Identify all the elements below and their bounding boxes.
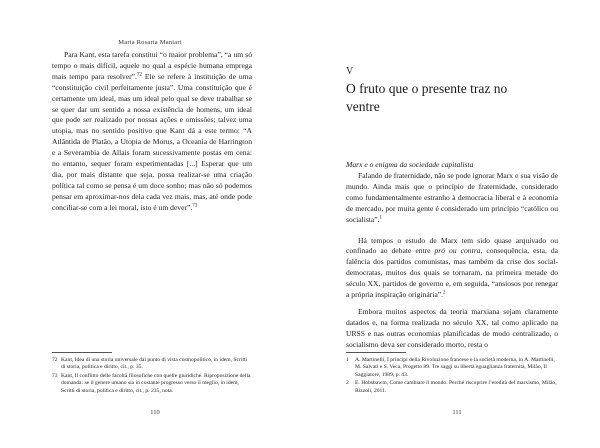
section-heading: Marx e o enigma da sociedade capitalista: [346, 160, 474, 169]
text-run: Há tempos o estudo de Marx tem sido quase arquivado ou confinado ao debate entre: [346, 235, 558, 256]
footnote-rule: [52, 352, 112, 353]
left-body-text: [52, 50, 252, 214]
paragraph: Embora muitos aspectos da teoria marxiana sejam claramente datados e, na forma realizada no século XX, tal como aplicado na URSS e nas outras economias planificadas de modo centralizado, o socialismo deva ser considerado morto, resta o: [346, 306, 558, 349]
footnote-text: Kant, Il conflitto delle facoltà filosofiche con quelle giuridiche. Riproposizione della domanda: se il genere umano sia in costante progresso verso il meglio, in idem, Scritti di storia, politica e diritto, cit., p. 235, nota.: [61, 372, 251, 394]
text-run: , consequência, esta, da falência dos partidos comunistas, mas também da crise dos social-democratas, muitos dos quais se tornaram, na primeira metade do século XX, partidos de governo e, em seguida, “ansiosos por renegar a própria inspiração originária”.: [346, 246, 558, 300]
right-body-text: [346, 171, 558, 351]
footnote-ref: 1: [379, 215, 383, 221]
footnote: [346, 380, 558, 395]
paragraph: [346, 236, 558, 301]
page-number: 110: [150, 409, 160, 416]
footnote-number: 1: [346, 357, 349, 363]
footnote: [52, 357, 252, 372]
footnote-number: 73: [52, 372, 58, 379]
footnote-rule: [346, 352, 406, 353]
footnote-text: A. Martinelli, I principi della Rivoluzione francese e la società moderna, in A. Martinelli, M. Salvati e S. Veca, Progetto 89. Tre saggi su libertà eguaglianza fraternità, Milão, Il Saggiatore, 1989, p. 43.: [355, 357, 555, 378]
footnote-ref: 72: [136, 72, 142, 78]
footnote-text: Kant, Idea di una storia universale dal punto di vista cosmopolitico, in idem, Scritti di storia, politica e diritto, cit., p. 35.: [61, 357, 248, 371]
page-number: 111: [452, 409, 462, 416]
chapter-title: O fruto que o presente traz no ventre: [346, 81, 508, 114]
footnote-number: 2: [346, 380, 349, 387]
chapter-number: V: [346, 66, 355, 77]
text-run: Falando de fraternidade, não se pode ignorar Marx e sua visão de mundo. Ainda mais que o princípio de fraternidade, considerado como fundamentalmente estranho à democracia liberal e à economia de mercado, por muita gente é considerado um princípio “católico ou socialista”.: [346, 171, 558, 224]
footnote-number: 72: [52, 357, 58, 363]
footnote: [52, 373, 252, 395]
text-run: Para Kant, esta tarefa constitui “o maior problema”, “a um só tempo o mais difícil, aquele no qual a espécie humana emprega mais tempo para resolver”.: [52, 50, 252, 81]
right-footnotes: [346, 357, 558, 396]
footnote-text: E. Hobsbawm, Come cambiare il mondo. Perché riscoprire l’eredità del marxismo, Milão, Rizzoli, 2011.: [355, 380, 557, 394]
running-head: Maria Rosaria Maniari: [118, 39, 182, 46]
left-footnotes: [52, 357, 252, 396]
footnote-ref: 73: [192, 203, 198, 209]
text-emphasis: pró ou contra: [434, 246, 481, 256]
paragraph-gap: [346, 226, 558, 236]
paragraph: [346, 171, 558, 226]
footnote-ref: 2: [443, 290, 446, 296]
text-run: Ele se refere à instituição de uma “constituição civil perfeitamente justa”. Uma constituição que é certamente um ideal, mas um ideal pelo qual se deve trabalhar se se quer dar um sentido a nossa existência de homens, um ideal que pode ser realizado por nossas ações e omissões; talvez uma utopia, mas no sentido positivo que Kant dá a este termo: “A Atlântida de Platão, a Utopia de Morus, a Oceania de Harrington e a Severambia de Allais foram sucessivamente postas em cena: no entanto, sequer foram experimentadas [...] Esperar que um dia, por mais distante que seja, possa realizar-se uma criação política tal como se pensa é um doce sonho; mas não só podemos pensar em aproximar-nos dela cada vez mais, mas, até onde pode conciliar-se com a lei moral, isto é um dever”.: [52, 71, 252, 212]
paragraph: [52, 50, 252, 214]
footnote: [346, 357, 558, 379]
